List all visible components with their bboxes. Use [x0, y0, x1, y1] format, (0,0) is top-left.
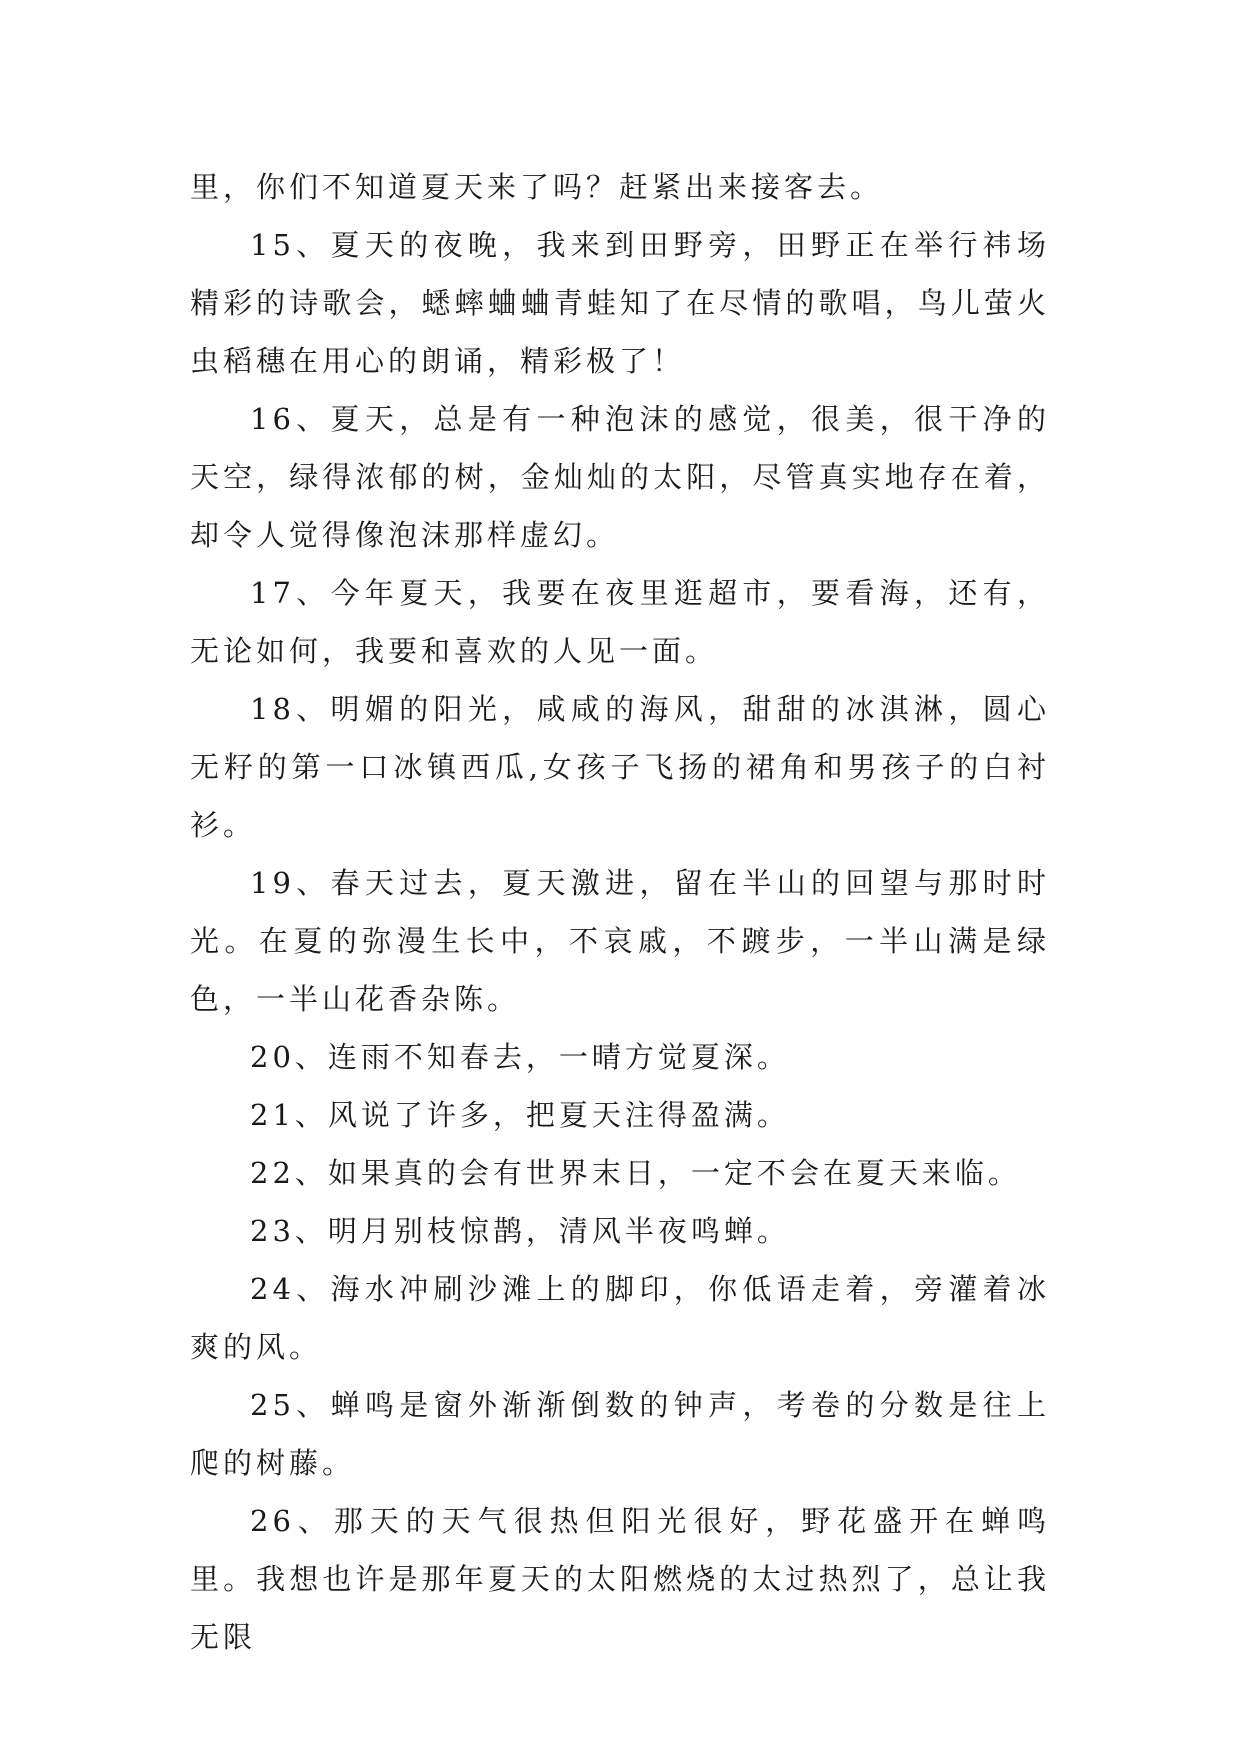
paragraph-item-17: 17、今年夏天，我要在夜里逛超市，要看海，还有，无论如何，我要和喜欢的人见一面。: [190, 576, 1050, 668]
paragraph-item-23: 23、明月别枝惊鹊，清风半夜鸣蝉。: [250, 1214, 790, 1248]
paragraph-item-20: 20、连雨不知春去，一晴方觉夏深。: [250, 1040, 790, 1074]
paragraph-item-25: 25、蝉鸣是窗外渐渐倒数的钟声，考卷的分数是往上爬的树藤。: [190, 1388, 1050, 1480]
paragraph-item-26: 26、那天的天气很热但阳光很好，野花盛开在蝉鸣里。我想也许是那年夏天的太阳燃烧的太过热烈了，总让我无限: [190, 1504, 1050, 1654]
paragraph-item-21: 21、风说了许多，把夏天注得盈满。: [250, 1098, 790, 1132]
paragraph-item-24: 24、海水冲刷沙滩上的脚印，你低语走着，旁灌着冰爽的风。: [190, 1272, 1050, 1364]
document-body: [190, 158, 1050, 1666]
paragraph-item-18: 18、明媚的阳光，咸咸的海风，甜甜的冰淇淋，圆心无籽的第一口冰镇西瓜,女孩子飞扬的裙角和男孩子的白衬衫。: [190, 692, 1050, 842]
paragraph-item-15: 15、夏天的夜晚，我来到田野旁，田野正在举行祎场精彩的诗歌会，蟋蟀蛐蛐青蛙知了在尽情的歌唱，鸟儿萤火虫稻穗在用心的朗诵，精彩极了！: [190, 228, 1050, 378]
paragraph-continuation: 里，你们不知道夏天来了吗？赶紧出来接客去。: [190, 170, 884, 204]
paragraph-item-16: 16、夏天，总是有一种泡沫的感觉，很美，很干净的天空，绿得浓郁的树，金灿灿的太阳，尽管真实地存在着，却令人觉得像泡沫那样虚幻。: [190, 402, 1050, 552]
paragraph-item-22: 22、如果真的会有世界末日，一定不会在夏天来临。: [250, 1156, 1021, 1190]
paragraph-item-19: 19、春天过去，夏天激进，留在半山的回望与那时时光。在夏的弥漫生长中，不哀戚，不踱步，一半山满是绿色，一半山花香杂陈。: [190, 866, 1050, 1016]
